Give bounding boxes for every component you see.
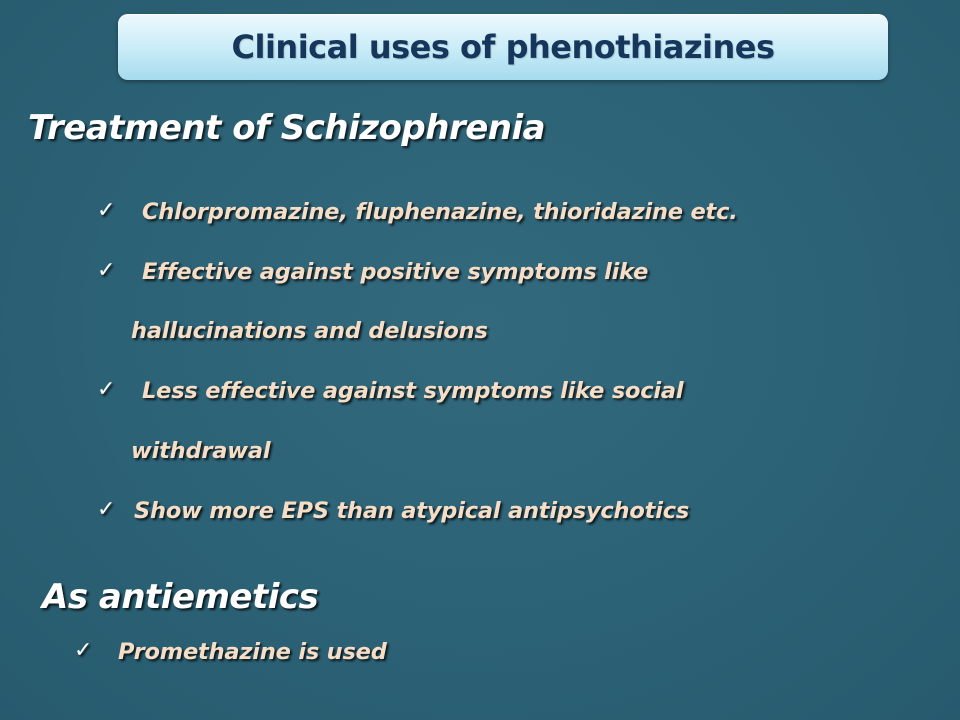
title-box — [118, 14, 888, 80]
check-icon: ✓ — [74, 638, 93, 663]
bullet-text: Show more EPS than atypical antipsychotics — [134, 498, 690, 524]
section-heading-antiemetics: As antiemetics — [42, 577, 319, 617]
check-icon: ✓ — [97, 198, 116, 223]
bullet-text: Promethazine is used — [118, 639, 387, 665]
bullet-text-continued: withdrawal — [131, 438, 271, 464]
check-icon: ✓ — [97, 497, 116, 522]
bullet-text: Effective against positive symptoms like — [142, 259, 649, 285]
bullet-text-continued: hallucinations and delusions — [131, 318, 488, 344]
check-icon: ✓ — [97, 258, 116, 283]
bullet-text: Chlorpromazine, fluphenazine, thioridazine etc. — [142, 199, 738, 225]
slide-title: Clinical uses of phenothiazines — [231, 28, 775, 66]
bullet-text: Less effective against symptoms like social — [142, 378, 684, 404]
check-icon: ✓ — [97, 377, 116, 402]
section-heading-schizophrenia: Treatment of Schizophrenia — [28, 108, 546, 148]
